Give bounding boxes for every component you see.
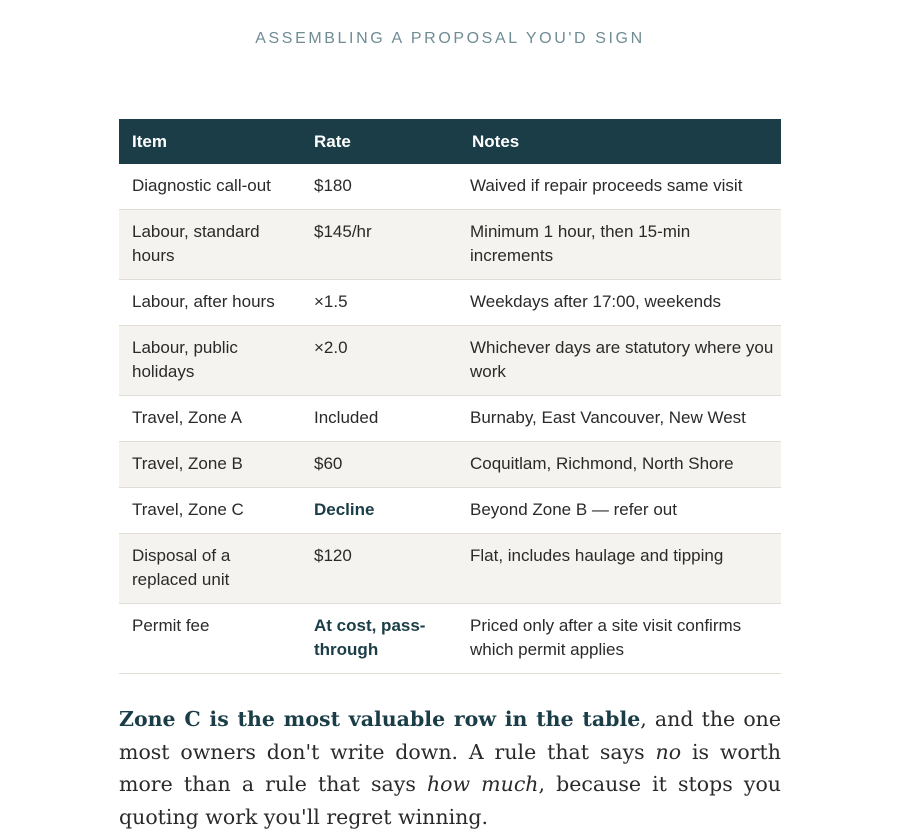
item-cell: Labour, standard hours — [119, 210, 301, 280]
item-cell: Disposal of a replaced unit — [119, 534, 301, 604]
rate-cell: $120 — [301, 534, 459, 604]
page-kicker: ASSEMBLING A PROPOSAL YOU'D SIGN — [255, 30, 645, 47]
notes-cell: Waived if repair proceeds same visit — [459, 164, 781, 210]
notes-cell: Priced only after a site visit confirms which permit applies — [459, 604, 781, 674]
item-cell: Labour, after hours — [119, 280, 301, 326]
table-row — [119, 396, 781, 442]
table-row — [119, 442, 781, 488]
notes-cell: Weekdays after 17:00, weekends — [459, 280, 781, 326]
column-header-rate: Rate — [301, 119, 459, 164]
column-header-notes: Notes — [459, 119, 781, 164]
table-row — [119, 488, 781, 534]
item-cell: Travel, Zone A — [119, 396, 301, 442]
item-cell: Labour, public holidays — [119, 326, 301, 396]
notes-cell: Coquitlam, Richmond, North Shore — [459, 442, 781, 488]
closing-text: , because it stops you quoting work you'll regret winning. — [119, 772, 781, 829]
notes-cell: Whichever days are statutory where you work — [459, 326, 781, 396]
rate-cell-highlight: Decline — [301, 488, 459, 534]
closing-paragraph — [119, 703, 781, 833]
item-cell: Travel, Zone C — [119, 488, 301, 534]
rate-table — [119, 119, 781, 674]
notes-cell: Burnaby, East Vancouver, New West — [459, 396, 781, 442]
notes-cell: Flat, includes haulage and tipping — [459, 534, 781, 604]
table-row — [119, 326, 781, 396]
rate-cell-highlight: At cost, pass-through — [301, 604, 459, 674]
table-row — [119, 210, 781, 280]
item-cell: Diagnostic call-out — [119, 164, 301, 210]
column-header-item: Item — [119, 119, 301, 164]
closing-text: is worth more than a rule that says — [119, 739, 782, 797]
item-cell: Permit fee — [119, 604, 301, 674]
rate-cell: Included — [301, 396, 459, 442]
closing-lead: Zone C is the most valuable row in the table — [119, 707, 641, 731]
table-header-row — [119, 119, 781, 164]
table-row — [119, 534, 781, 604]
closing-emphasis-no: no — [655, 739, 682, 764]
table-row — [119, 280, 781, 326]
item-cell: Travel, Zone B — [119, 442, 301, 488]
closing-emphasis-how-much: how much — [426, 772, 539, 797]
notes-cell: Beyond Zone B — refer out — [459, 488, 781, 534]
rate-cell: $145/hr — [301, 210, 459, 280]
rate-cell: ×2.0 — [301, 326, 459, 396]
rate-cell: $180 — [301, 164, 459, 210]
rate-cell: $60 — [301, 442, 459, 488]
table-row — [119, 164, 781, 210]
rate-cell: ×1.5 — [301, 280, 459, 326]
notes-cell: Minimum 1 hour, then 15-min increments — [459, 210, 781, 280]
closing-text: , and the one most owners don't write down. A rule that says — [119, 707, 781, 764]
table-row — [119, 604, 781, 674]
